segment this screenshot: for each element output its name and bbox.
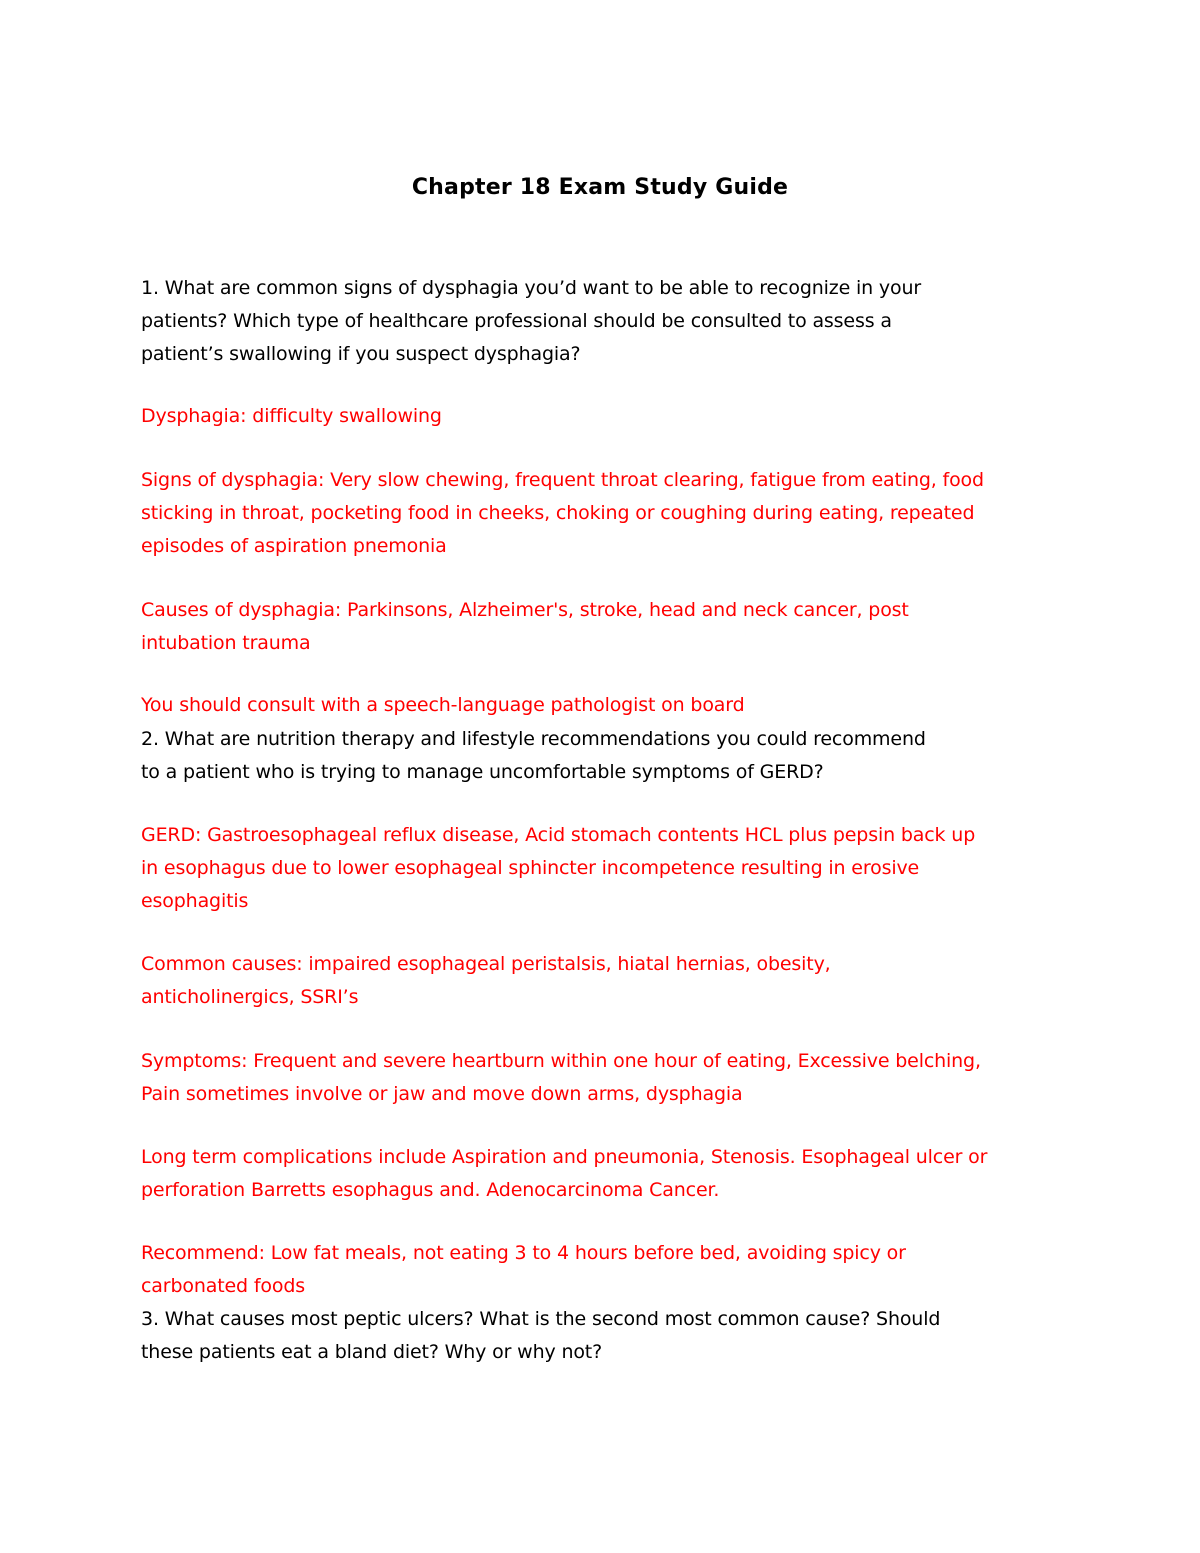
answer-line: Pain sometimes involve or jaw and move down arms, dysphagia [141, 1083, 743, 1105]
question-3-line: these patients eat a bland diet? Why or why not? [141, 1341, 603, 1363]
answer-line: perforation Barretts esophagus and. Adenocarcinoma Cancer. [141, 1179, 720, 1201]
question-1-line: patients? Which type of healthcare professional should be consulted to assess a [141, 310, 892, 332]
question-1-line: 1. What are common signs of dysphagia you’d want to be able to recognize in your [141, 277, 922, 299]
answer-line: Dysphagia: difficulty swallowing [141, 405, 442, 427]
answer-line: Symptoms: Frequent and severe heartburn within one hour of eating, Excessive belching, [141, 1050, 981, 1072]
answer-line: Long term complications include Aspiration and pneumonia, Stenosis. Esophageal ulcer or [141, 1146, 988, 1168]
answer-line: Recommend: Low fat meals, not eating 3 to 4 hours before bed, avoiding spicy or [141, 1242, 906, 1264]
document-title: Chapter 18 Exam Study Guide [411, 175, 789, 200]
answer-line: anticholinergics, SSRI’s [141, 986, 359, 1008]
answer-2-complications [141, 1141, 1066, 1207]
answer-1-definition [141, 400, 1066, 433]
answer-line: Signs of dysphagia: Very slow chewing, frequent throat clearing, fatigue from eating, food [141, 469, 984, 491]
answer-line: Causes of dysphagia: Parkinsons, Alzheimer's, stroke, head and neck cancer, post [141, 599, 909, 621]
answer-2-symptoms [141, 1045, 1066, 1111]
answer-line: esophagitis [141, 890, 249, 912]
question-2-line: 2. What are nutrition therapy and lifestyle recommendations you could recommend [141, 728, 926, 750]
answer-2-recommend [141, 1237, 1066, 1303]
answer-1-consult [141, 689, 1066, 722]
answer-2-gerd [141, 819, 1066, 918]
answer-1-signs [141, 464, 1066, 563]
question-3-line: 3. What causes most peptic ulcers? What is the second most common cause? Should [141, 1308, 941, 1330]
answer-2-causes [141, 948, 1066, 1014]
answer-line: You should consult with a speech-language pathologist on board [141, 694, 745, 716]
answer-line: in esophagus due to lower esophageal sphincter incompetence resulting in erosive [141, 857, 920, 879]
question-3 [141, 1303, 1066, 1369]
answer-1-causes [141, 594, 1066, 660]
answer-line: intubation trauma [141, 632, 311, 654]
question-2 [141, 723, 1066, 789]
question-1 [141, 272, 1066, 371]
answer-line: GERD: Gastroesophageal reflux disease, Acid stomach contents HCL plus pepsin back up [141, 824, 976, 846]
question-2-line: to a patient who is trying to manage uncomfortable symptoms of GERD? [141, 761, 824, 783]
answer-line: carbonated foods [141, 1275, 306, 1297]
question-1-line: patient’s swallowing if you suspect dysphagia? [141, 343, 581, 365]
answer-line: episodes of aspiration pnemonia [141, 535, 447, 557]
answer-line: Common causes: impaired esophageal peristalsis, hiatal hernias, obesity, [141, 953, 831, 975]
answer-line: sticking in throat, pocketing food in cheeks, choking or coughing during eating, repeated [141, 502, 975, 524]
